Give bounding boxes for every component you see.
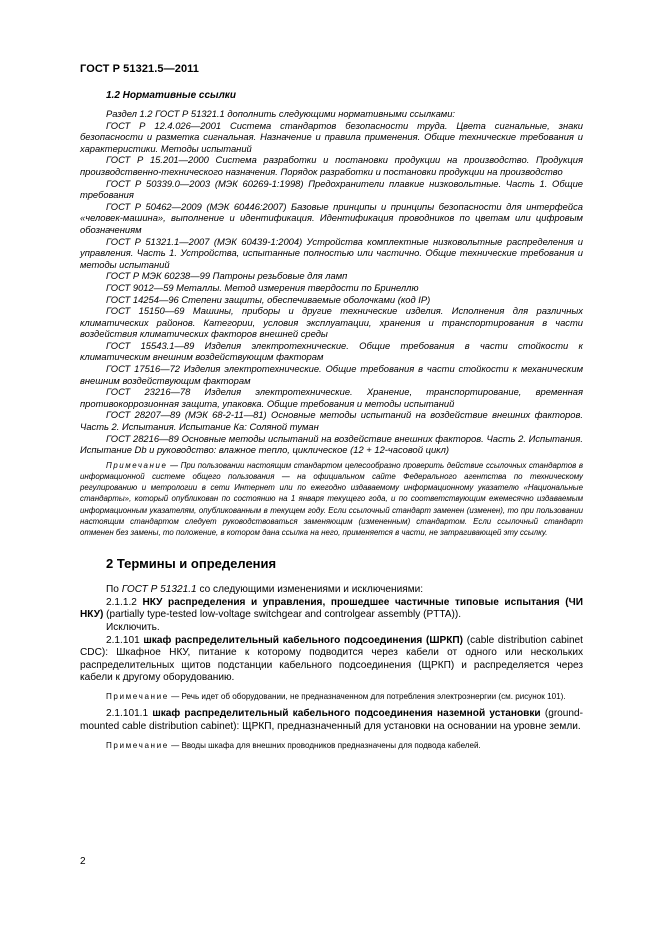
section-1-2-intro: Раздел 1.2 ГОСТ Р 51321.1 дополнить следующими нормативными ссылками: bbox=[106, 108, 456, 119]
reference-item: ГОСТ 15543.1—89 Изделия электротехнические. Общие требования в части стойкости к климатическим внешним воздействующим факторам bbox=[80, 339, 583, 363]
note-text: — Вводы шкафа для внешних проводников предназначены для подвода кабелей. bbox=[171, 740, 481, 750]
reference-item: ГОСТ Р МЭК 60238—99 Патроны резьбовые для ламп bbox=[106, 270, 348, 282]
reference-item: ГОСТ Р 12.4.026—2001 Система стандартов безопасности труда. Цвета сигнальные, знаки безопасности и разметка сигнальная. Назначение и правила применения. Общие технические требования и характеристики. Методы испытаний bbox=[80, 119, 583, 154]
note-text: — Речь идет об оборудовании, не предназначенном для потребления электроэнергии (см. рисунок 101). bbox=[171, 691, 566, 701]
term-number: 2.1.101 bbox=[106, 634, 144, 646]
term-number: 2.1.101.1 bbox=[106, 708, 153, 720]
intro-prefix: По bbox=[106, 584, 122, 596]
page-content bbox=[80, 90, 583, 757]
reference-item: ГОСТ Р 15.201—2000 Система разработки и постановки продукции на производство. Продукция производственно-технического назначения. Порядок разработки и постановки продукции на производство bbox=[80, 154, 583, 177]
term-note-2 bbox=[80, 740, 583, 751]
references-note bbox=[80, 460, 583, 538]
term-title: шкаф распределительный кабельного подсоединения (ШРКП) bbox=[143, 634, 464, 646]
term-title: шкаф распределительный кабельного подсоединения наземной установки bbox=[152, 708, 541, 720]
note-label: Примечание bbox=[106, 691, 169, 701]
reference-item: ГОСТ 14254—96 Степени защиты, обеспечиваемые оболочками (код IP) bbox=[106, 293, 431, 305]
reference-item: ГОСТ 15150—69 Машины, приборы и другие технические изделия. Исполнения для различных климатических районов. Категории, условия эксплуатации, хранения и транспортирования в части воздействия климатических факторов внешней среды bbox=[80, 305, 583, 340]
term-number: 2.1.1.2 bbox=[106, 596, 143, 608]
intro-reference: ГОСТ Р 51321.1 bbox=[121, 584, 197, 596]
note-label: Примечание bbox=[106, 740, 169, 750]
reference-item: ГОСТ 23216—78 Изделия электротехнические. Хранение, транспортирование, временная противокоррозионная защита, упаковка. Общие требования и методы испытаний bbox=[80, 386, 583, 409]
term-definition: (cable distribution cabinet CDC): Шкафное НКУ, питание к которому подводится через кабели от одного или нескольких распределительных щитов подстанции кабельного подсоединения (ЩРКП) и распределяется через кабели к другому оборудованию. bbox=[80, 634, 583, 684]
term-2-1-1-2 bbox=[80, 597, 583, 622]
note-label: Примечание bbox=[106, 460, 168, 470]
standard-id: ГОСТ Р 51321.5—2011 bbox=[80, 63, 200, 75]
section-1-2-heading: 1.2 Нормативные ссылки bbox=[106, 90, 236, 101]
reference-item: ГОСТ 9012—59 Металлы. Метод измерения твердости по Бринеллю bbox=[106, 281, 419, 293]
note-text: — При пользовании настоящим стандартом целесообразно проверить действие ссылочных стандартов в информационной системе общего пользования — на официальном сайте Федерального агентства по техническому регулированию и метрологии в сети Интернет или по ежегодно издаваемому информационному указателю «Национальные стандарты», который опубликован по состоянию на 1 января текущего года, и по соответствующим ежемесячно издаваемым информационным указателям, опубликованным в текущем году. Если ссылочный стандарт заменен (изменен), то при пользовании настоящим стандартом следует руководствоваться заменяющим (измененным) стандартом. Если ссылочный стандарт отменен без замены, то положение, в котором дана ссылка на него, применяется в части, не затрагивающей эту ссылку. bbox=[80, 460, 584, 538]
intro-suffix: со следующими изменениями и исключениями: bbox=[196, 584, 424, 596]
term-title: НКУ распределения и управления, прошедшее частичные типовые испытания (ЧИ НКУ) bbox=[80, 596, 583, 621]
section-2-intro bbox=[80, 584, 583, 597]
page-number: 2 bbox=[80, 856, 86, 867]
term-2-1-101-1 bbox=[80, 708, 583, 733]
reference-item: ГОСТ Р 51321.1—2007 (МЭК 60439-1:2004) Устройства комплектные низковольтные распределения и управления. Часть 1. Устройства, испытанные полностью или частично. Общие технические требования и методы испытаний bbox=[80, 235, 583, 270]
term-definition: (ground-mounted cable distribution cabinet): ЩРКП, предназначенный для установки на основании на уровне земли. bbox=[80, 708, 583, 732]
term-english: (partially type-tested low-voltage switchgear and controlgear assembly (PTTA)). bbox=[103, 609, 462, 621]
reference-item: ГОСТ 28216—89 Основные методы испытаний на воздействие внешних факторов. Часть 2. Испытания. Испытание Db и руководство: влажное тепло, циклическое (12 + 12-часовой цикл) bbox=[80, 432, 583, 456]
reference-item: ГОСТ Р 50339.0—2003 (МЭК 60269-1:1998) Предохранители плавкие низковольтные. Часть 1. Общие требования bbox=[80, 177, 583, 201]
section-2-heading: 2 Термины и определения bbox=[106, 556, 277, 572]
reference-item: ГОСТ 28207—89 (МЭК 68-2-11—81) Основные методы испытаний на воздействие внешних факторов. Часть 2. Испытания. Испытание Ка: Соляной туман bbox=[80, 409, 583, 433]
normative-references-list bbox=[80, 120, 583, 456]
reference-item: ГОСТ 17516—72 Изделия электротехнические. Общие требования в части стойкости к механическим внешним воздействующим факторам bbox=[80, 363, 583, 386]
term-note-1 bbox=[80, 691, 583, 702]
reference-item: ГОСТ Р 50462—2009 (МЭК 60446:2007) Базовые принципы и принципы безопасности для интерфейса «человек-машина», выполнение и идентификация. Идентификация проводников по цветам или цифровым обозначениям bbox=[80, 200, 583, 235]
term-2-1-101 bbox=[80, 635, 583, 685]
exclude-instruction: Исключить. bbox=[106, 622, 160, 634]
